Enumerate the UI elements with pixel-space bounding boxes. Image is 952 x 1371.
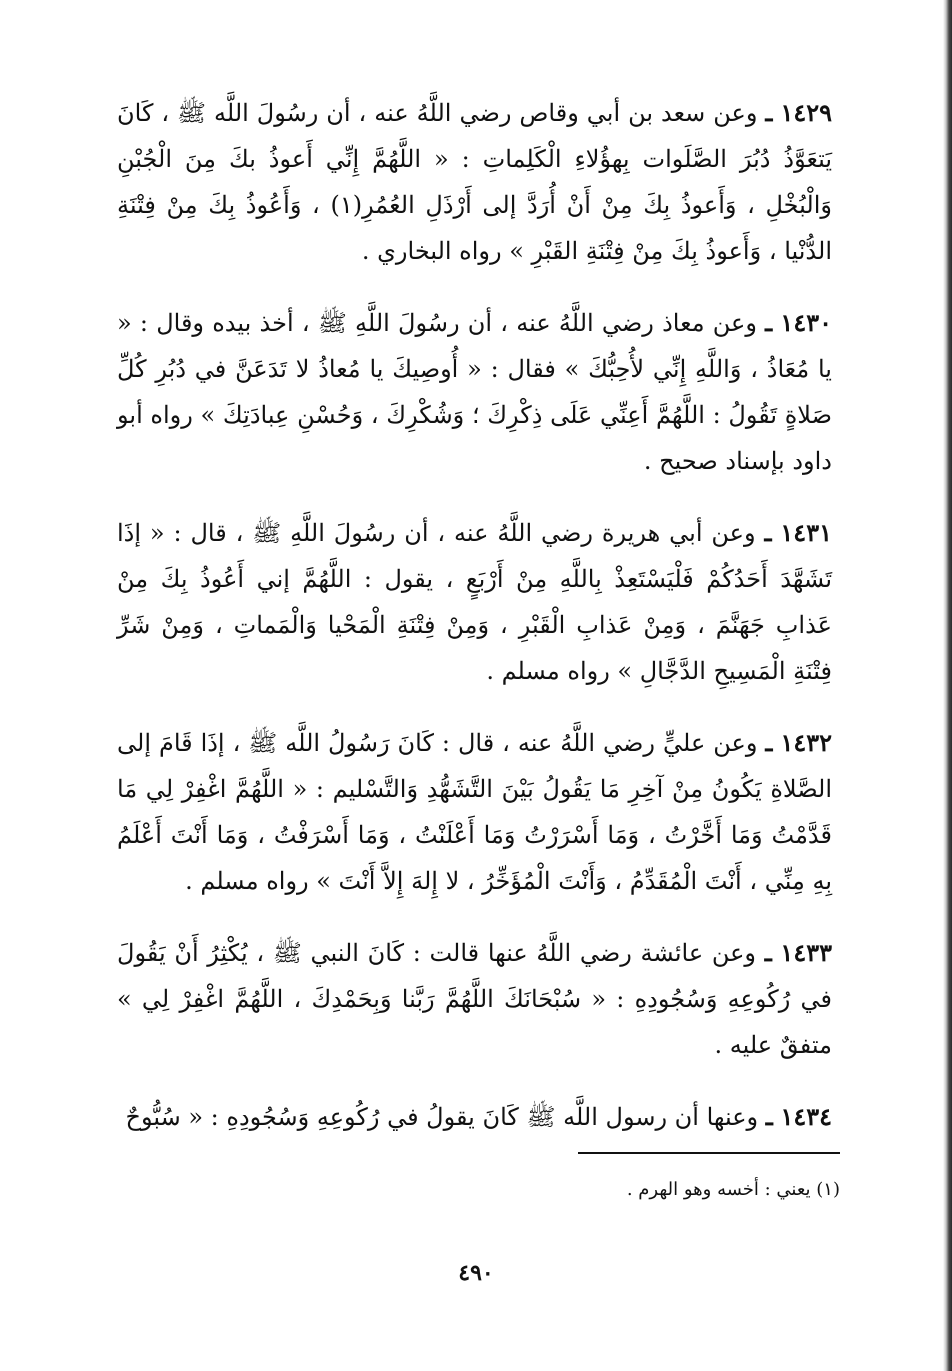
hadith-number: ١٤٣١ — [780, 518, 832, 547]
hadith-text: وعن سعد بن أبي وقاص رضي اللَّهُ عنه ، أن رسُولَ اللَّه ﷺ ، كَانَ يَتعَوَّذُ دُبُرَ الصَّلَوات بِهؤُلاءِ الْكَلِماتِ : « اللَّهُمَّ إِنِّي أَعوذُ بكَ مِنَ الْجُبْنِ وَالْبُخْلِ ، وَأَعوذُ بِكَ مِنْ أَنْ أُرَدَّ إلى أَرْذَلِ العُمُرِ(١) ، وَأَعُوذُ بِكَ مِنْ فِتْنَةِ الدُّنْيا ، وَأَعوذُ بِكَ مِنْ فِتْنَةِ القَبْرِ » رواه البخاري . — [117, 99, 832, 265]
page-edge-shadow — [943, 0, 952, 1371]
hadith-text-block — [117, 90, 832, 1166]
hadith-text: وعن عائشة رضي اللَّهُ عنها قالت : كَانَ النبي ﷺ ، يُكْثِرُ أَنْ يَقُولَ في رُكُوعِهِ وَسُجُودِهِ : « سُبْحَانَكَ اللَّهُمَّ رَبَّنا وَبِحَمْدِكَ ، اللَّهُمَّ اغْفِرْ لِي » متفقٌ عليه . — [117, 939, 832, 1059]
footnote-divider — [578, 1152, 840, 1154]
hadith-text: وعن معاذ رضي اللَّهُ عنه ، أن رسُولَ اللَّهِ ﷺ ، أخذ بيده وقال : « يا مُعَاذُ ، وَاللَّهِ إِنِّي لأُحِبُّكَ » فقال : « أُوصِيكَ يا مُعاذُ لا تَدَعَنَّ في دُبُرِ كُلِّ صَلاةٍ تَقُولُ : اللَّهُمَّ أَعِنِّي عَلَى ذِكْرِكَ ؛ وَشُكْرِكَ ، وَحُسْنِ عِبادَتِكَ » رواه أبو داود بإسناد صحيح . — [117, 309, 832, 475]
hadith-1430 — [117, 300, 832, 484]
hadith-dash: ـ — [764, 938, 772, 967]
hadith-dash: ـ — [765, 728, 773, 757]
hadith-text: وعن أبي هريرة رضي اللَّهُ عنه ، أن رسُولَ اللَّهِ ﷺ ، قال : « إذَا تَشَهَّدَ أَحَدُكُمْ فَلْيَسْتَعِذْ بِاللَّهِ مِنْ أَرْبَعٍ ، يقول : اللَّهُمَّ إني أَعُوذُ بِكَ مِنْ عَذابِ جَهَنَّمَ ، وَمِنْ عَذابِ الْقَبْرِ ، وَمِنْ فِتْنَةِ الْمَحْيا وَالْمَماتِ ، وَمِنْ شَرِّ فِتْنَةِ الْمَسِيحِ الدَّجَّالِ » رواه مسلم . — [117, 519, 832, 685]
footnote: (١) يعني : أخسه وهو الهرم . — [626, 1179, 840, 1200]
hadith-dash: ـ — [765, 308, 773, 337]
hadith-number: ١٤٣٠ — [780, 308, 832, 337]
hadith-number: ١٤٢٩ — [780, 98, 832, 127]
hadith-dash: ـ — [765, 98, 773, 127]
hadith-number: ١٤٣٢ — [780, 728, 832, 757]
hadith-text: وعن عليٍّ رضي اللَّهُ عنه ، قال : كَانَ رَسُولُ اللَّه ﷺ ، إذَا قَامَ إلى الصَّلاةِ يَكُونُ مِنْ آخِرِ مَا يَقُولُ بَيْنَ التَّشَهُّدِ وَالتَّسْليم : « اللَّهُمَّ اغْفِرْ لِي مَا قَدَّمْتُ وَمَا أَخَّرْتُ ، وَمَا أَسْرَرْتُ وَمَا أَعْلَنْتُ ، وَمَا أَسْرَفْتُ ، وَمَا أَنْتَ أَعْلَمُ بِهِ مِنِّي ، أَنْتَ الْمُقَدِّمُ ، وَأَنْتَ الْمُؤَخِّرُ ، لا إِلهَ إِلاَّ أَنْتَ » رواه مسلم . — [117, 729, 832, 895]
hadith-number: ١٤٣٤ — [780, 1102, 832, 1131]
hadith-1434 — [117, 1094, 832, 1140]
page-number: ٤٩٠ — [458, 1260, 494, 1286]
hadith-text: وعنها أن رسول اللَّه ﷺ كَانَ يقولُ في رُكُوعِهِ وَسُجُودِهِ : « سُبُّوحٌ — [125, 1103, 759, 1131]
hadith-1429 — [117, 90, 832, 274]
hadith-1433 — [117, 930, 832, 1068]
hadith-1431 — [117, 510, 832, 694]
hadith-1432 — [117, 720, 832, 904]
hadith-number: ١٤٣٣ — [780, 938, 832, 967]
hadith-dash: ـ — [765, 1102, 773, 1131]
hadith-dash: ـ — [764, 518, 772, 547]
